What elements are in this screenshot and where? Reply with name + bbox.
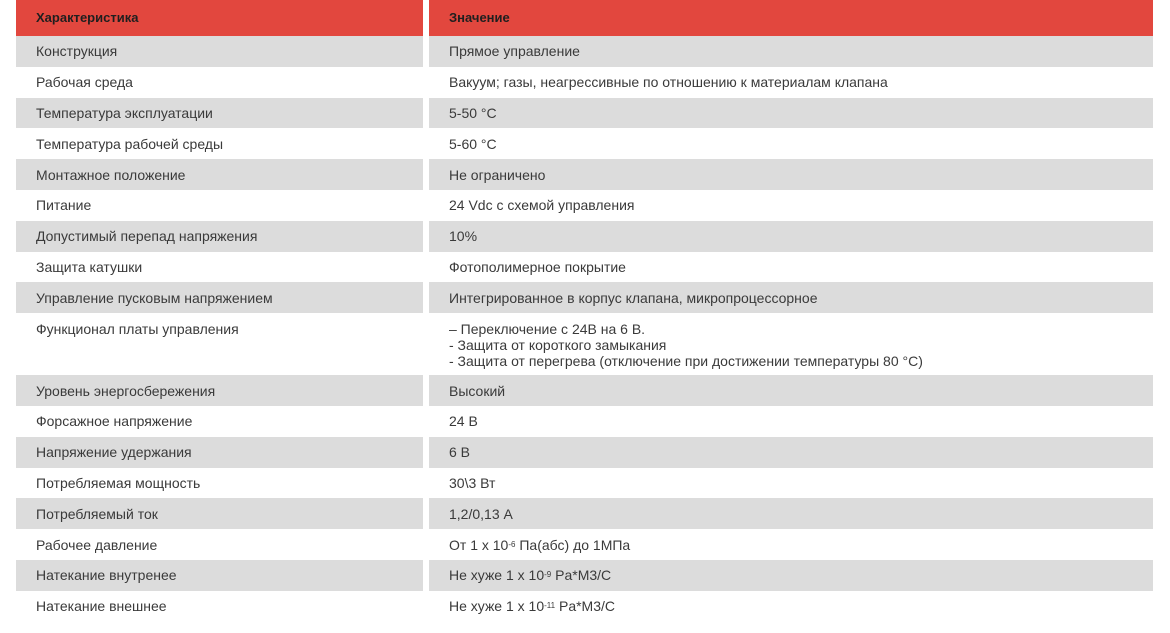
- row-value-line: - Защита от короткого замыкания: [449, 337, 667, 354]
- value-prefix: Не хуже 1 x 10: [449, 567, 545, 584]
- row-label: Допустимый перепад напряжения: [16, 221, 423, 252]
- row-value: Вакуум; газы, неагрессивные по отношению к материалам клапана: [429, 67, 1153, 98]
- row-label: Рабочая среда: [16, 67, 423, 98]
- value-suffix: Pa*M3/C: [555, 598, 616, 615]
- row-value: 5-50 °С: [429, 98, 1153, 129]
- table-row: [16, 36, 1153, 67]
- row-value: 5-60 °С: [429, 128, 1153, 159]
- row-label: Натекание внутренее: [16, 560, 423, 591]
- table-row: [16, 67, 1153, 98]
- specs-table: [16, 0, 1153, 622]
- header-value: Значение: [429, 0, 1153, 36]
- value-prefix: Не хуже 1 x 10: [449, 598, 545, 615]
- table-row: [16, 128, 1153, 159]
- table-row: [16, 468, 1153, 499]
- table-row: [16, 313, 1153, 375]
- row-value: 1,2/0,13 А: [429, 498, 1153, 529]
- table-row: [16, 282, 1153, 313]
- row-value: Не хуже 1 x 10 -9 Pa*M3/C: [429, 560, 1153, 591]
- row-label: Функционал платы управления: [16, 313, 423, 375]
- table-row: [16, 221, 1153, 252]
- row-label: Потребляемый ток: [16, 498, 423, 529]
- row-value-line: - Защита от перегрева (отключение при достижении температуры 80 °С): [449, 353, 923, 370]
- table-row: [16, 529, 1153, 560]
- row-value: Не хуже 1 x 10 -11 Pa*M3/C: [429, 591, 1153, 622]
- row-label: Температура рабочей среды: [16, 128, 423, 159]
- row-value: Интегрированное в корпус клапана, микропроцессорное: [429, 282, 1153, 313]
- header-characteristic: Характеристика: [16, 0, 423, 36]
- table-row: [16, 252, 1153, 283]
- table-row: [16, 375, 1153, 406]
- value-prefix: От 1 x 10: [449, 536, 509, 553]
- row-value: 24 Vdc с схемой управления: [429, 190, 1153, 221]
- value-suffix: Pa*M3/C: [551, 567, 612, 584]
- row-label: Питание: [16, 190, 423, 221]
- row-value: От 1 x 10 -6 Па(абс) до 1МПа: [429, 529, 1153, 560]
- table-row: [16, 190, 1153, 221]
- row-value: 24 В: [429, 406, 1153, 437]
- row-label: Потребляемая мощность: [16, 468, 423, 499]
- table-row: [16, 560, 1153, 591]
- table-row: [16, 498, 1153, 529]
- row-label: Защита катушки: [16, 252, 423, 283]
- row-label: Форсажное напряжение: [16, 406, 423, 437]
- row-value: 30\3 Вт: [429, 468, 1153, 499]
- table-header: [16, 0, 1153, 36]
- value-suffix: Па(абс) до 1МПа: [515, 536, 631, 553]
- row-value: 6 В: [429, 437, 1153, 468]
- row-value: [429, 313, 1153, 375]
- row-label: Температура эксплуатации: [16, 98, 423, 129]
- row-label: Конструкция: [16, 36, 423, 67]
- row-label: Натекание внешнее: [16, 591, 423, 622]
- row-value: Не ограничено: [429, 159, 1153, 190]
- row-value: Фотополимерное покрытие: [429, 252, 1153, 283]
- table-row: [16, 437, 1153, 468]
- row-value-line: – Переключение с 24В на 6 В.: [449, 321, 646, 338]
- row-label: Рабочее давление: [16, 529, 423, 560]
- table-row: [16, 98, 1153, 129]
- table-row: [16, 406, 1153, 437]
- row-label: Управление пусковым напряжением: [16, 282, 423, 313]
- row-value: 10%: [429, 221, 1153, 252]
- row-label: Напряжение удержания: [16, 437, 423, 468]
- row-value: Высокий: [429, 375, 1153, 406]
- table-row: [16, 159, 1153, 190]
- table-row: [16, 591, 1153, 622]
- row-label: Монтажное положение: [16, 159, 423, 190]
- row-label: Уровень энергосбережения: [16, 375, 423, 406]
- row-value: Прямое управление: [429, 36, 1153, 67]
